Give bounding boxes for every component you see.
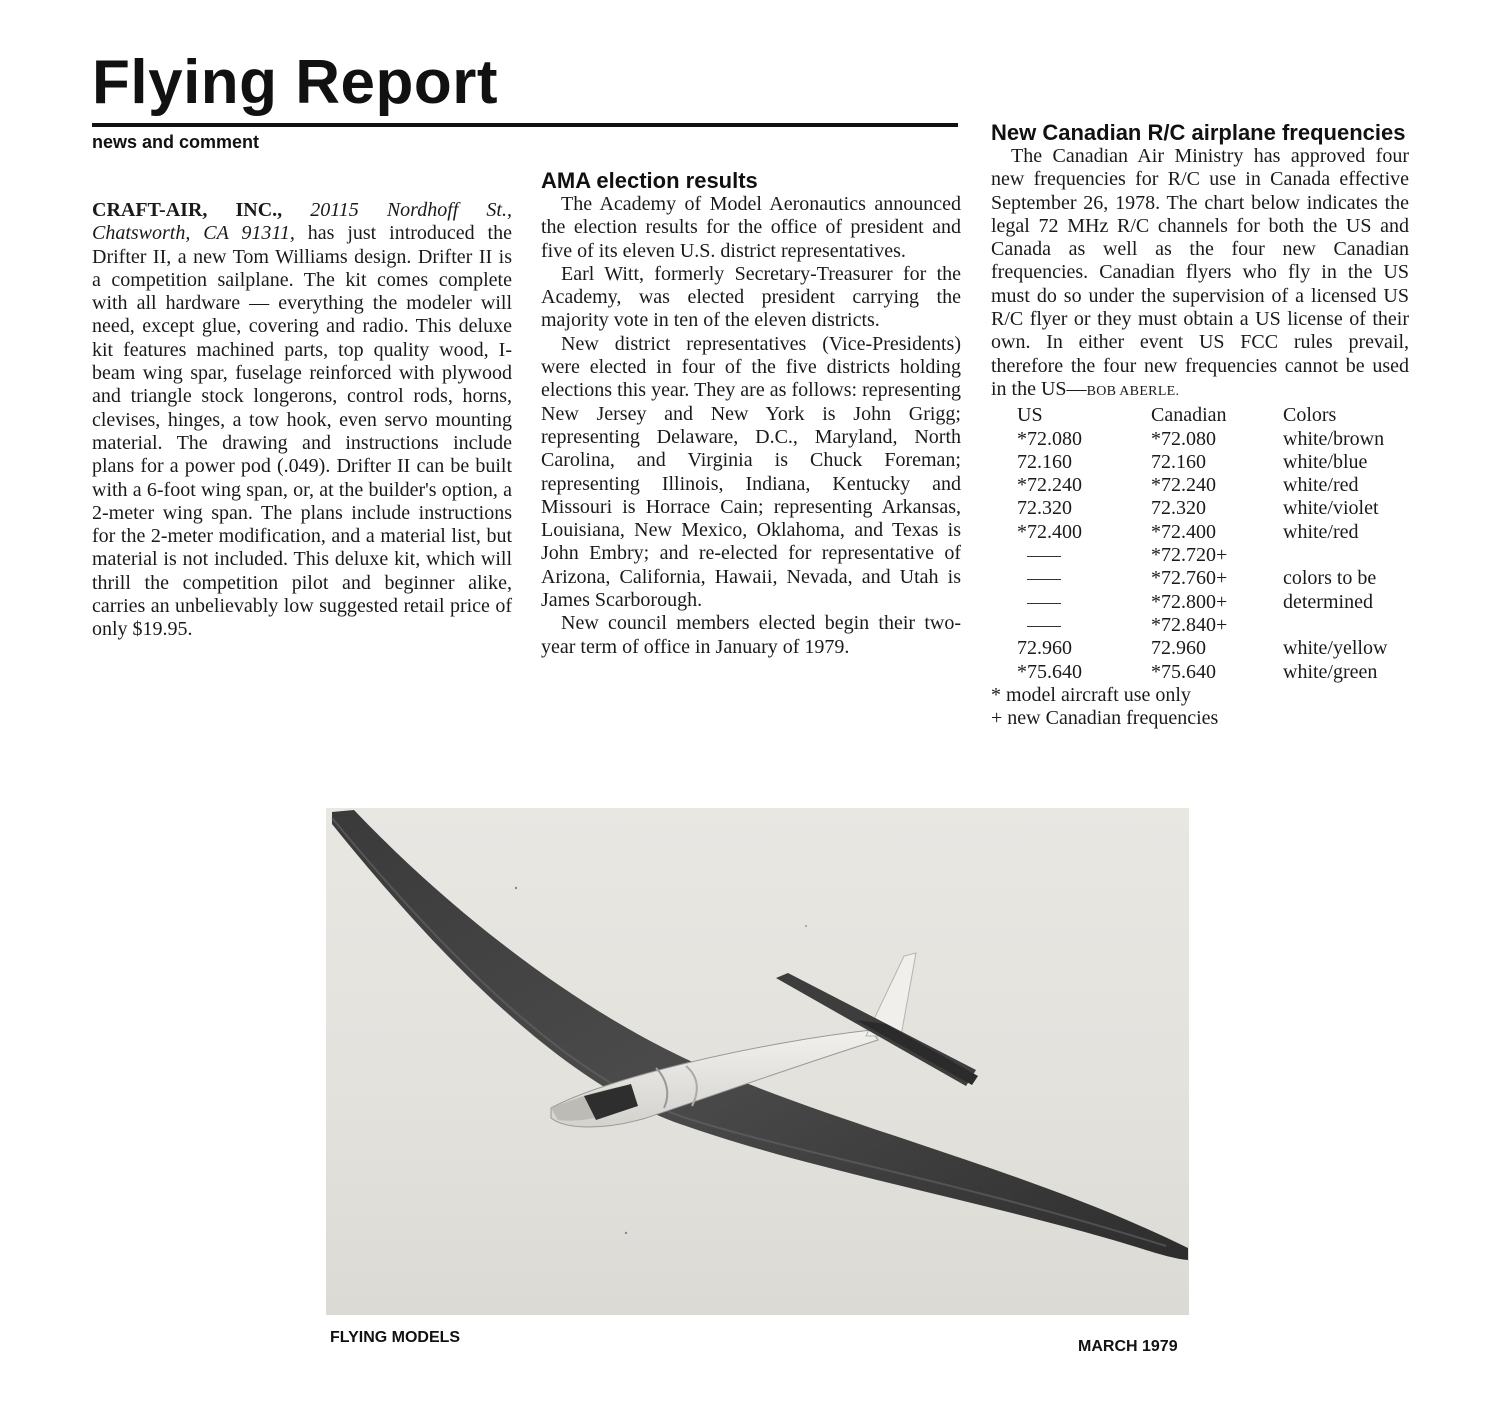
table-row bbox=[991, 567, 1387, 590]
canadian-frequency-cell: *72.080 bbox=[1151, 427, 1216, 450]
dash-mark bbox=[1027, 603, 1061, 604]
canadian-frequency-cell: *72.400 bbox=[1151, 520, 1216, 543]
company-address: 20115 Nordhoff St., Chatsworth, CA 91311, bbox=[92, 199, 512, 245]
color-cell: white/green bbox=[1283, 660, 1378, 683]
canadian-frequency-cell: *72.720+ bbox=[1151, 544, 1228, 567]
frequency-table-body bbox=[991, 428, 1387, 684]
us-frequency-cell: *75.640 bbox=[1017, 660, 1082, 683]
color-cell: determined bbox=[1283, 590, 1373, 613]
dash-mark bbox=[1027, 626, 1061, 627]
column-header-us: US bbox=[1017, 404, 1043, 427]
color-cell: white/violet bbox=[1283, 497, 1379, 520]
table-row bbox=[991, 661, 1387, 684]
glider-photo bbox=[326, 808, 1189, 1315]
us-frequency-cell: 72.160 bbox=[1017, 450, 1072, 473]
us-frequency-cell bbox=[991, 591, 1151, 614]
color-cell: white/brown bbox=[1283, 427, 1385, 450]
ama-heading: AMA election results bbox=[541, 168, 758, 193]
color-cell: white/red bbox=[1283, 474, 1359, 497]
footnote-new-canadian: + new Canadian frequencies bbox=[991, 707, 1219, 730]
canadian-frequency-cell: *75.640 bbox=[1151, 660, 1216, 683]
color-cell bbox=[1283, 614, 1387, 637]
byline: BOB ABERLE. bbox=[1086, 383, 1180, 399]
paragraph: The Academy of Model Aeronautics announced the election results for the office of president and five of its eleven U.S. district representatives. bbox=[541, 193, 961, 262]
footnote-model-aircraft: * model aircraft use only bbox=[991, 683, 1191, 706]
frequencies-paragraph bbox=[991, 145, 1409, 403]
table-row bbox=[991, 591, 1387, 614]
canadian-frequency-cell: *72.760+ bbox=[1151, 567, 1228, 590]
table-row bbox=[991, 428, 1387, 451]
us-frequency-cell: *72.240 bbox=[1017, 474, 1082, 497]
us-frequency-cell: *72.080 bbox=[1017, 427, 1082, 450]
dash-mark bbox=[1027, 579, 1061, 580]
us-frequency-cell bbox=[991, 567, 1151, 590]
canadian-frequency-cell: 72.960 bbox=[1151, 637, 1206, 660]
column-header-canadian: Canadian bbox=[1151, 404, 1227, 427]
us-frequency-cell bbox=[991, 614, 1151, 637]
frequencies-heading: New Canadian R/C airplane frequencies bbox=[991, 120, 1406, 145]
canadian-frequencies-article bbox=[991, 120, 1409, 730]
frequency-table bbox=[991, 404, 1387, 684]
table-row bbox=[991, 521, 1387, 544]
canadian-frequency-cell: *72.240 bbox=[1151, 474, 1216, 497]
column-header-colors: Colors bbox=[1283, 404, 1337, 427]
canadian-frequency-cell: 72.160 bbox=[1151, 450, 1206, 473]
table-header-row bbox=[991, 404, 1387, 427]
company-name: CRAFT-AIR, INC., bbox=[92, 199, 283, 221]
paragraph: New district representatives (Vice-Presidents) were elected in four of the five districts holding elections this year. They are as follows: representing New Jersey and New York is John Grigg; representing Delaware, D.C., Maryland, North Carolina, and Virginia is Chuck Foreman; representing Illinois, Indiana, Kentucky and Missouri is Horrace Cain; representing Arkansas, Louisiana, New Mexico, Oklahoma, and Texas is John Embry; and re-elected for representative of Arizona, California, Hawaii, Nevada, and Utah is James Scarborough. bbox=[541, 332, 961, 612]
footer-publication: FLYING MODELS bbox=[330, 1329, 461, 1346]
table-row bbox=[991, 637, 1387, 660]
header-rule bbox=[92, 123, 958, 127]
canadian-frequency-cell: *72.840+ bbox=[1151, 613, 1228, 636]
dash-mark bbox=[1027, 556, 1061, 557]
color-cell: white/blue bbox=[1283, 450, 1368, 473]
page-subtitle: news and comment bbox=[92, 132, 260, 152]
canadian-frequency-cell: *72.800+ bbox=[1151, 590, 1228, 613]
craft-air-paragraph bbox=[92, 199, 512, 642]
table-row bbox=[991, 614, 1387, 637]
us-frequency-cell: 72.320 bbox=[1017, 497, 1072, 520]
table-row bbox=[991, 544, 1387, 567]
table-row bbox=[991, 451, 1387, 474]
article-body: has just introduced the Drifter II, a new Tom Williams design. Drifter II is a competition sailplane. The kit comes complete with all hardware — everything the modeler will need, except glue, covering and radio. This deluxe kit features machined parts, top quality wood, I-beam wing spar, fuselage reinforced with plywood and triangle stock longerons, control rods, horns, clevises, hinges, a tow hook, even servo mounting material. The drawing and instructions include plans for a power pod (.049). Drifter II can be built with a 6-foot wing span, or, at the builder's option, a 2-meter wing span. The plans include instructions for the 2-meter modification, and a material list, but material is not included. This deluxe kit, which will thrill the competition pilot and beginner alike, carries an unbelievably low suggested retail price of only $19.95. bbox=[92, 222, 512, 641]
color-cell: white/red bbox=[1283, 520, 1359, 543]
craft-air-article bbox=[92, 199, 512, 642]
page-title: Flying Report bbox=[92, 48, 499, 117]
color-cell: white/yellow bbox=[1283, 637, 1388, 660]
us-frequency-cell: 72.960 bbox=[1017, 637, 1072, 660]
frequencies-body: The Canadian Air Ministry has approved four new frequencies for R/C use in Canada effective September 26, 1978. The chart below indicates the legal 72 MHz R/C channels for both the US and Canada as well as the four new Canadian frequencies. Canadian flyers who fly in the US must do so under the supervision of a licensed US R/C flyer or they must obtain a US license of their own. In either event US FCC rules prevail, therefore the four new frequencies cannot be used in the US— bbox=[991, 145, 1409, 400]
color-cell: colors to be bbox=[1283, 567, 1377, 590]
table-row bbox=[991, 497, 1387, 520]
paragraph: New council members elected begin their two-year term of office in January of 1979. bbox=[541, 612, 961, 658]
paragraph: Earl Witt, formerly Secretary-Treasurer for the Academy, was elected president carrying the majority vote in ten of the eleven districts. bbox=[541, 262, 961, 332]
table-row bbox=[991, 474, 1387, 497]
us-frequency-cell bbox=[991, 544, 1151, 567]
footer-date: MARCH 1979 bbox=[1078, 1338, 1178, 1355]
canadian-frequency-cell: 72.320 bbox=[1151, 497, 1206, 520]
glider-image bbox=[326, 808, 1189, 1315]
us-frequency-cell: *72.400 bbox=[1017, 520, 1082, 543]
color-cell bbox=[1283, 544, 1387, 567]
ama-election-article bbox=[541, 168, 961, 659]
